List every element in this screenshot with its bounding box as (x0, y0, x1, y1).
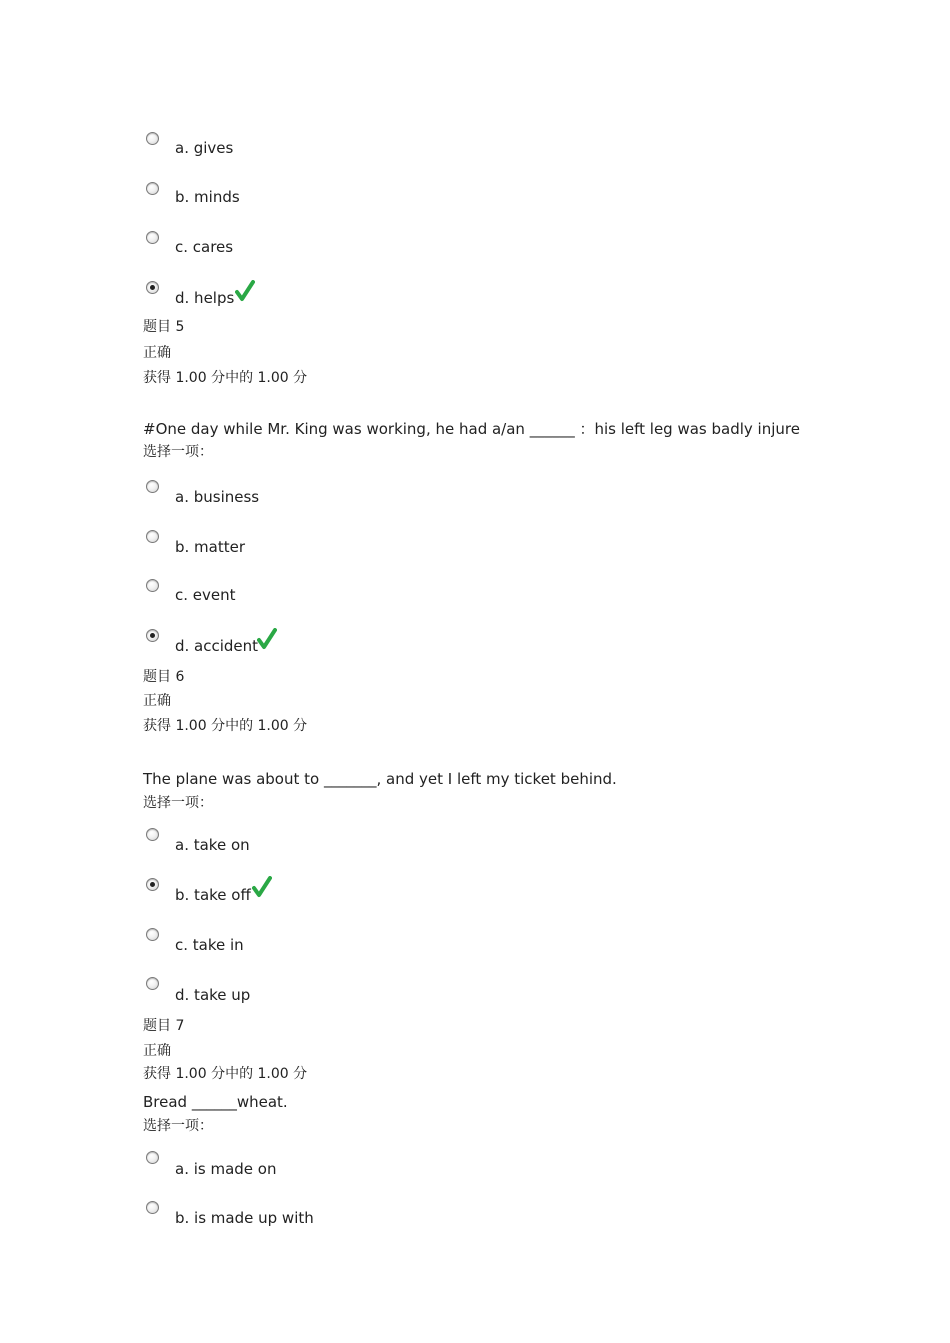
option-label: b. matter (175, 538, 246, 556)
correct-check-icon (235, 280, 255, 302)
radio-button[interactable] (146, 182, 159, 195)
radio-button[interactable] (146, 579, 159, 592)
radio-button[interactable] (146, 231, 159, 244)
option-label: d. helps (175, 289, 235, 307)
option-label: a. take on (175, 836, 250, 854)
radio-button-selected[interactable] (146, 629, 159, 642)
question-number: 题目 6 (143, 669, 185, 685)
question-status: 正确 (143, 345, 171, 361)
radio-button[interactable] (146, 480, 159, 493)
option-label: b. is made up with (175, 1209, 314, 1227)
question-number: 题目 5 (143, 319, 185, 335)
question-score: 获得 1.00 分中的 1.00 分 (143, 718, 308, 734)
option-label: a. is made on (175, 1160, 277, 1178)
option-label: c. cares (175, 238, 234, 256)
option-label: a. gives (175, 139, 234, 157)
option-label: d. accident (175, 637, 259, 655)
radio-button[interactable] (146, 928, 159, 941)
radio-button-selected[interactable] (146, 281, 159, 294)
choose-one-prompt: 选择一项： (143, 444, 213, 460)
correct-check-icon (252, 876, 272, 898)
correct-check-icon (257, 628, 277, 650)
option-label: b. take off (175, 886, 251, 904)
option-label: c. event (175, 586, 236, 604)
radio-button[interactable] (146, 1201, 159, 1214)
option-label: c. take in (175, 936, 244, 954)
question-score: 获得 1.00 分中的 1.00 分 (143, 1066, 308, 1082)
option-label: b. minds (175, 188, 240, 206)
question-status: 正确 (143, 693, 171, 709)
question-score: 获得 1.00 分中的 1.00 分 (143, 370, 308, 386)
radio-button[interactable] (146, 828, 159, 841)
radio-button[interactable] (146, 977, 159, 990)
option-label: a. business (175, 488, 260, 506)
question-text: The plane was about to _______, and yet I left my ticket behind. (143, 770, 617, 788)
option-label: d. take up (175, 986, 251, 1004)
question-text: #One day while Mr. King was working, he had a/an ______ ：his left leg was badly injure (143, 420, 800, 438)
radio-button[interactable] (146, 530, 159, 543)
choose-one-prompt: 选择一项： (143, 1118, 213, 1134)
radio-button[interactable] (146, 1151, 159, 1164)
question-status: 正确 (143, 1043, 171, 1059)
question-number: 题目 7 (143, 1018, 185, 1034)
question-text: Bread ______wheat. (143, 1093, 288, 1111)
radio-button[interactable] (146, 132, 159, 145)
radio-button-selected[interactable] (146, 878, 159, 891)
choose-one-prompt: 选择一项： (143, 795, 213, 811)
